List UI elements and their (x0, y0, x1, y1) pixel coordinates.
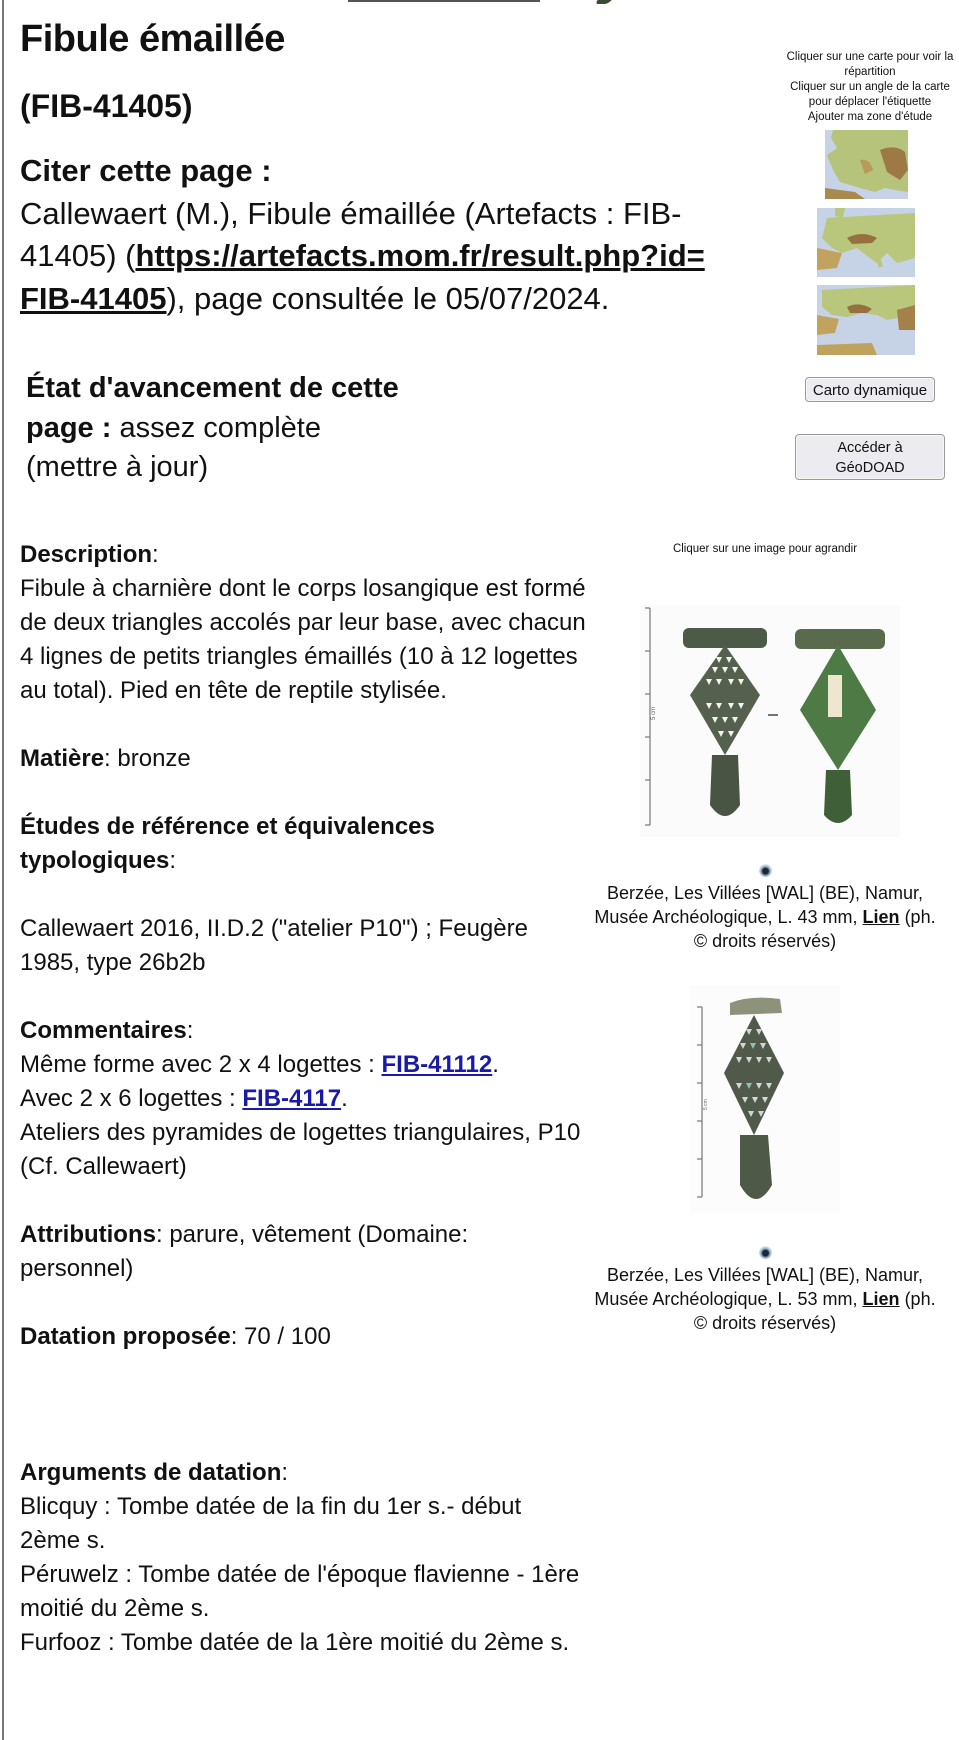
status-value: assez complète (111, 411, 321, 444)
citation-text: Callewaert (M.), Fibule émaillée (Artefacts : FIB-41405) ( (20, 195, 682, 273)
svg-text:5 cm: 5 cm (703, 1099, 709, 1110)
citation-label: Citer cette page : (20, 153, 272, 188)
field-etudes-value: Callewaert 2016, II.D.2 ("atelier P10") ; Feugère 1985, type 26b2b (20, 915, 528, 976)
field-description: Description: Fibule à charnière dont le corps losangique est formé de deux triangles accolés par leur base, avec chacun 4 lignes de petits triangles émaillés (10 à 12 logettes au total). Pied en tête de reptile stylisée. (20, 541, 586, 704)
map-mediterranean-thumbnail[interactable] (817, 285, 915, 355)
photo-2-caption: Berzée, Les Villées [WAL] (BE), Namur, Musée Archéologique, L. 53 mm, Lien (ph. © droits réservés) (594, 1265, 936, 1333)
map-help-line: Cliquer sur un angle de la carte pour déplacer l'étiquette (790, 81, 950, 108)
fibula-photo-2[interactable] (690, 985, 840, 1213)
zoom-icon[interactable] (759, 864, 772, 877)
artefact-reference: (FIB-41405) (20, 88, 193, 124)
citation-date: ), page consultée le 05/07/2024. (166, 280, 610, 316)
artefact-details (20, 538, 590, 1694)
image-help-text: Cliquer sur une image pour agrandir (672, 543, 858, 555)
citation-block (20, 150, 720, 320)
map-help-text (780, 50, 959, 125)
citation-link[interactable]: https://artefacts.mom.fr/result.php?id=FIB-41405 (20, 238, 705, 316)
field-datation: Datation proposée: 70 / 100 (20, 1323, 331, 1350)
link-fib-41112[interactable]: FIB-41112 (381, 1051, 493, 1078)
access-geodoad-button[interactable]: Accéder à GéoDOAD (795, 434, 945, 480)
field-commentaires: Commentaires: Même forme avec 2 x 4 logettes : FIB-41112. Avec 2 x 6 logettes : FIB-4117. Ateliers des pyramides de logettes triangulaires, P10 (Cf. Callewaert) (20, 1017, 581, 1180)
page-title: Fibule émaillée (20, 18, 285, 60)
status-label: État d'avancement de cette page : (26, 372, 399, 444)
zoom-icon[interactable] (759, 1246, 772, 1259)
completion-status (26, 369, 426, 488)
top-arrow-fragment (594, 0, 611, 4)
map-help-line: Cliquer sur une carte pour voir la répartition (786, 51, 954, 78)
map-france-thumbnail[interactable] (825, 130, 908, 199)
top-divider (348, 0, 540, 2)
photo-1-link[interactable]: Lien (862, 907, 900, 927)
photo-2-link[interactable]: Lien (862, 1289, 900, 1309)
photo-1-caption: Berzée, Les Villées [WAL] (BE), Namur, Musée Archéologique, L. 43 mm, Lien (ph. © droits réservés) (594, 883, 936, 951)
field-matiere: Matière: bronze (20, 745, 191, 772)
scale-label: 5 cm (651, 706, 657, 720)
page-left-border (2, 0, 4, 1740)
add-study-zone-link[interactable]: Ajouter ma zone d'étude (807, 111, 933, 123)
field-etudes: Études de référence et équivalences typologiques: (20, 813, 435, 874)
field-arguments: Arguments de datation: Blicquy : Tombe datée de la fin du 1er s.- début 2ème s. Péruwelz : Tombe datée de l'époque flavienne - 1ère moitié du 2ème s. Furfooz : Tombe datée de la 1ère moitié du 2ème s. (20, 1459, 580, 1656)
map-europe-thumbnail[interactable] (817, 208, 915, 277)
field-attributions: Attributions: parure, vêtement (Domaine: personnel) (20, 1221, 469, 1282)
update-status-link[interactable]: (mettre à jour) (26, 451, 209, 483)
link-fib-4117[interactable]: FIB-4117 (242, 1085, 342, 1112)
carto-dynamique-button[interactable]: Carto dynamique (805, 377, 935, 402)
fibula-photo-1[interactable] (640, 605, 900, 837)
